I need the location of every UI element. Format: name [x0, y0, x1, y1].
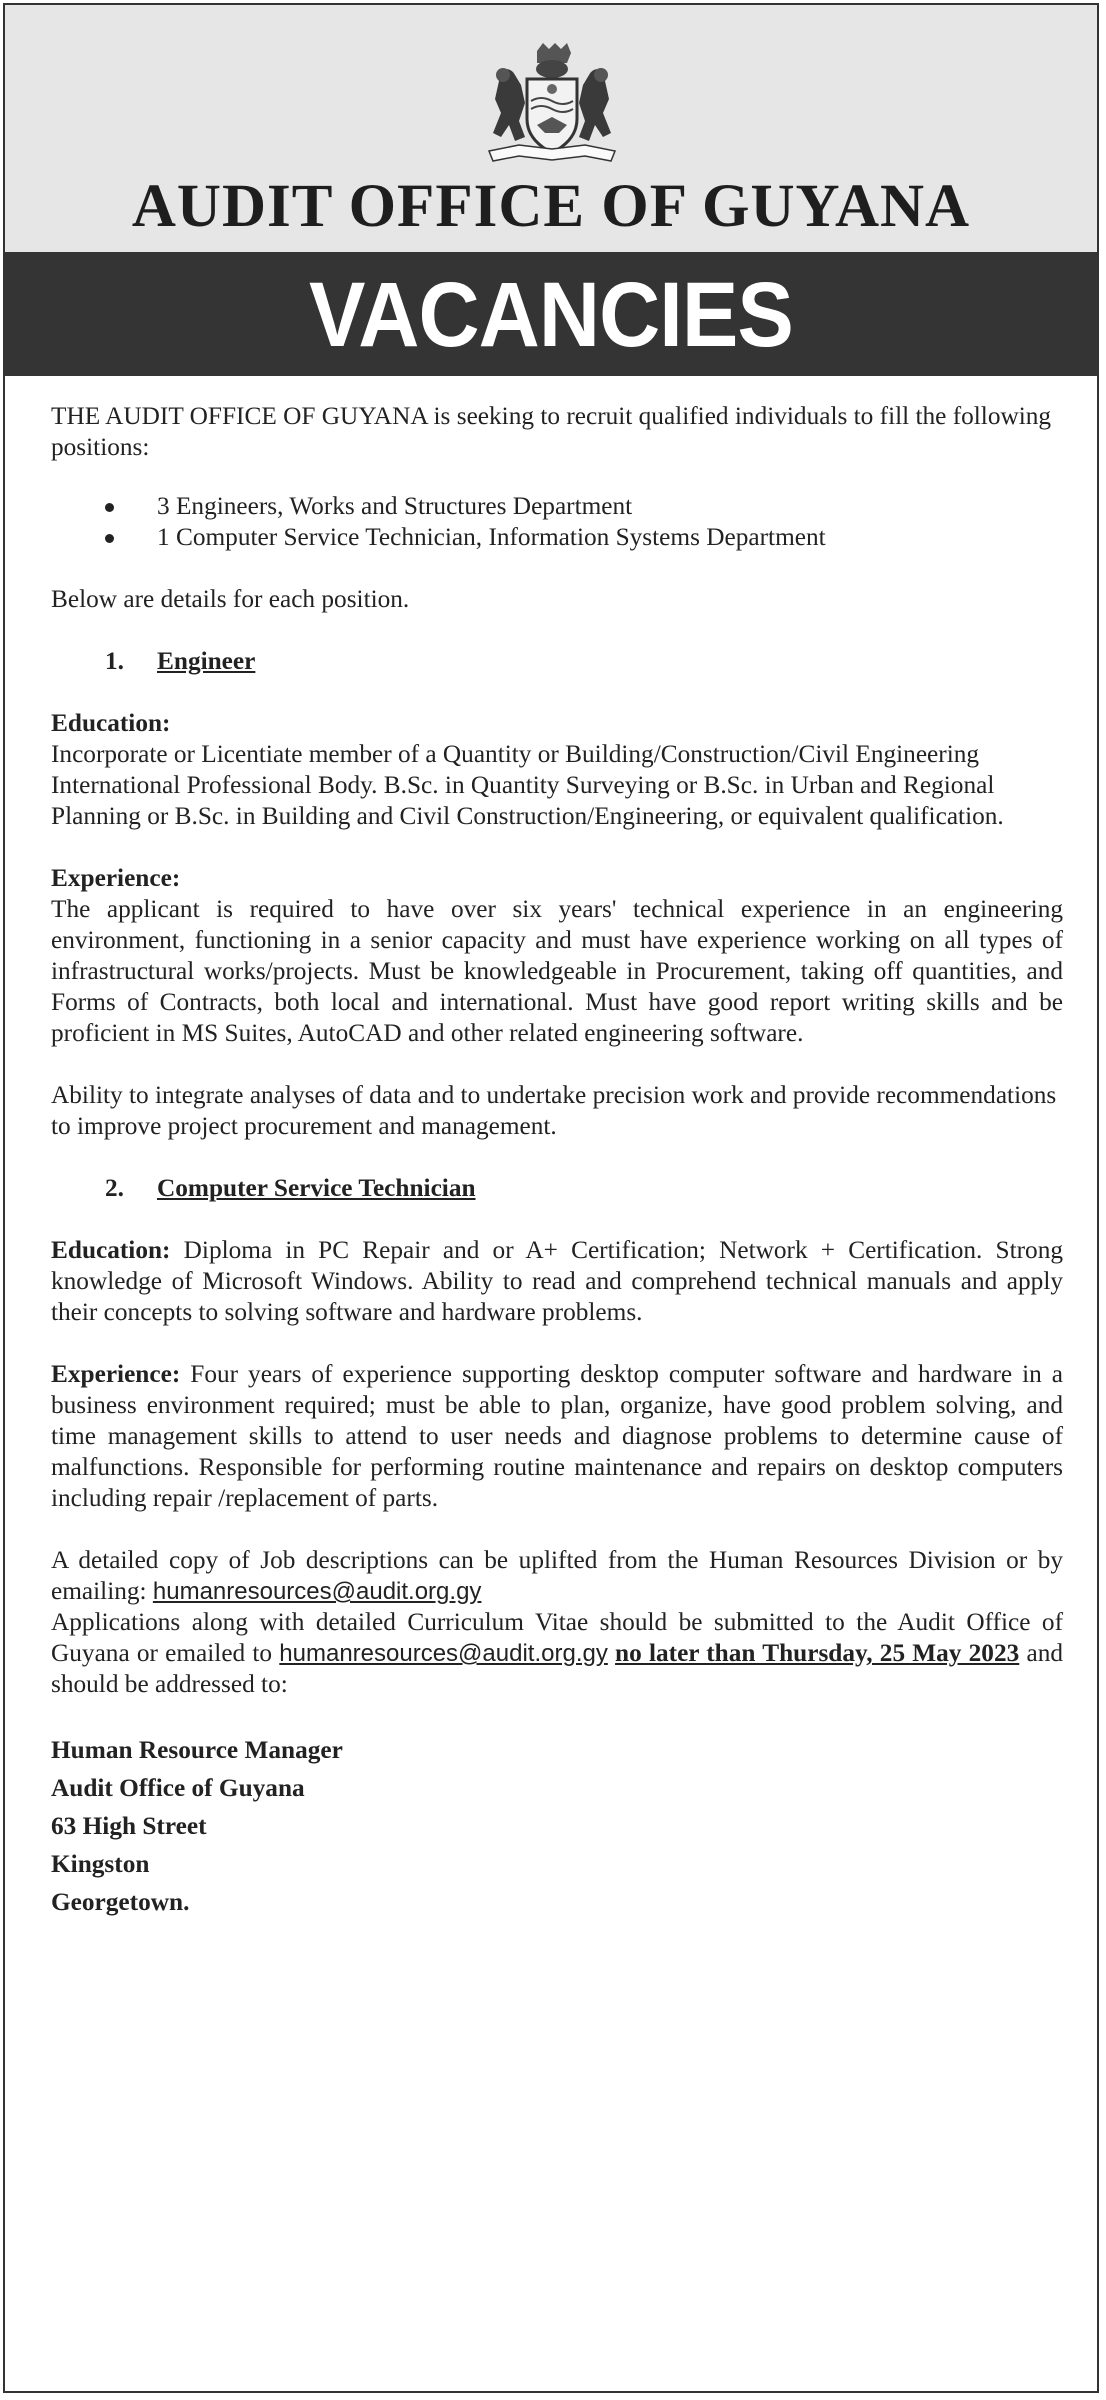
intro-paragraph: THE AUDIT OFFICE OF GUYANA is seeking to recruit qualified individuals to fill the following positions: — [51, 402, 1052, 461]
education-label: Education: — [51, 1236, 171, 1264]
email-link[interactable]: humanresources@audit.org.gy — [152, 1578, 482, 1605]
experience-label: Experience: — [51, 864, 181, 892]
vacancies-heading: VACANCIES — [309, 264, 793, 366]
technician-experience — [51, 1359, 1063, 1514]
section-heading-engineer — [51, 646, 1063, 677]
details-line: Below are details for each position. — [51, 585, 410, 613]
engineer-ability-text: Ability to integrate analyses of data and to undertake precision work and provide recommendations to improve project procurement and management. — [51, 1081, 1057, 1140]
section-heading-technician — [51, 1173, 1063, 1204]
section-title: Computer Service Technician — [157, 1174, 476, 1202]
engineer-education-text: Incorporate or Licentiate member of a Quantity or Building/Construction/Civil Engineering International Professional Body. B.Sc. in Quantity Surveying or B.Sc. in Urban and Regional Planning or B.Sc. in Building and Civil Construction/Engineering, or equivalent qualification. — [51, 740, 1004, 830]
address-line: Kingston — [51, 1850, 150, 1878]
technician-education-text: Diploma in PC Repair and or A+ Certification; Network + Certification. Strong knowledge of Microsoft Windows. Ability to read and comprehend technical manuals and apply their concepts to solving software and hardware problems. — [51, 1236, 1064, 1326]
experience-label: Experience: — [51, 1360, 181, 1388]
organization-title: AUDIT OFFICE OF GUYANA — [131, 173, 971, 240]
copy-text: A detailed copy of Job descriptions can be uplifted from the Human Resources Division or by emailing: — [51, 1546, 1063, 1605]
list-item: 3 Engineers, Works and Structures Department — [51, 491, 1063, 522]
addressed-text: and should be addressed to: — [51, 1639, 1063, 1698]
education-label: Education: — [51, 709, 171, 737]
guyana-coat-of-arms-icon — [479, 41, 625, 171]
engineer-experience-text: The applicant is required to have over six years' technical experience in an engineering environment, functioning in a senior capacity and must have experience working on all types of infrastructural works/projects. Must be knowledgeable in Procurement, taking off quantities, and Forms of Contracts, both local and international. Must have good report writing skills and be proficient in MS Suites, AutoCAD and other related engineering software. — [51, 895, 1063, 1047]
vacancy-advert — [3, 3, 1099, 2393]
application-paragraph — [51, 1607, 1063, 1700]
positions-list — [51, 491, 1063, 553]
email-link[interactable]: humanresources@audit.org.gy — [279, 1640, 608, 1667]
section-number: 2. — [105, 1174, 124, 1202]
list-item: 1 Computer Service Technician, Information Systems Department — [51, 522, 1063, 553]
technician-education — [51, 1235, 1063, 1328]
address-line: Georgetown. — [51, 1888, 190, 1916]
address-line: Human Resource Manager — [51, 1736, 343, 1764]
advert-body — [51, 401, 1063, 1921]
apply-text: Applications along with detailed Curriculum Vitae should be submitted to the Audit Office of Guyana or emailed to — [51, 1608, 1063, 1667]
job-description-paragraph — [51, 1545, 1063, 1607]
address-line: 63 High Street — [51, 1812, 207, 1840]
section-number: 1. — [105, 647, 124, 675]
mailing-address — [51, 1731, 1063, 1921]
section-title: Engineer — [157, 647, 256, 675]
address-line: Audit Office of Guyana — [51, 1774, 305, 1802]
technician-experience-text: Four years of experience supporting desktop computer software and hardware in a business environment required; must be able to plan, organize, have good problem solving, and time management skills to attend to user needs and diagnose problems to determine cause of malfunctions. Responsible for performing routine maintenance and repairs on desktop computers including repair /replacement of parts. — [51, 1360, 1063, 1512]
deadline-text: no later than Thursday, 25 May 2023 — [615, 1639, 1020, 1667]
